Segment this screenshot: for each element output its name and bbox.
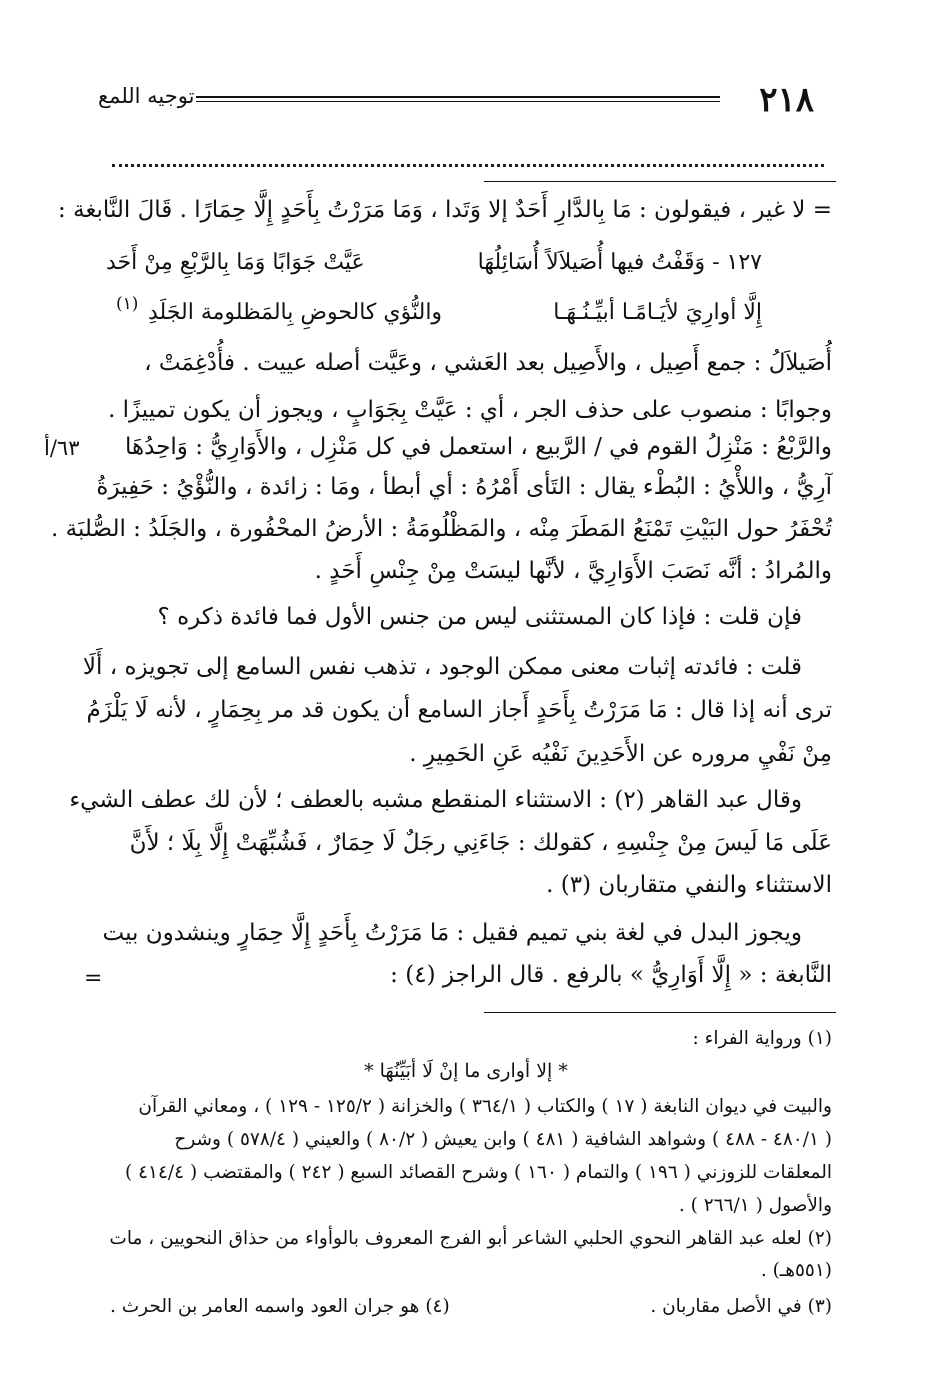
footnote-1-head: (١) ورواية الفراء : <box>692 1028 832 1049</box>
top-split-rule <box>484 181 836 182</box>
page-number: ٢١٨ <box>759 80 814 120</box>
paragraph-answer-line-3: مِنْ نَفْيِ مروره عن الأَحَدِينَ نَفْيُه عَنِ الحَمِيرِ . <box>409 741 832 767</box>
paragraph-badal-line-1: ويجوز البدل في لغة بني تميم فقيل : مَا مَرَرْتُ بِأَحَدٍ إِلَّا حِمَارٍ وينشدون بيت <box>102 920 802 946</box>
continuation-marker: = <box>84 966 103 991</box>
footnote-rule <box>484 1012 836 1013</box>
verse-1-second-hemistich: عَيَّتْ جَوَابًا وَمَا بِالرَّبْعِ مِنْ أَحَد <box>106 250 365 275</box>
footnote-1-line-4: والأصول ( ٢٦٦/١ ) . <box>678 1195 832 1216</box>
dotted-separator <box>112 154 824 167</box>
paragraph-qahir-line-3: الاستثناء والنفي متقاربان (٣) . <box>546 872 832 898</box>
verse-2-second-hemistich: والنُّؤي كالحوضِ بِالمَظلومة الجَلَدِ <box>148 300 443 325</box>
body-line-7: آرِيُّ ، واللأْيُ : البُطْء يقال : التَأى أَمْرُهُ : أي أبطأ ، ومَا : زائدة ، والنُّؤْيُ : حَفِيرَةُ <box>96 474 832 500</box>
verse-1-first-hemistich: ١٢٧ - وَقَفْتُ فيها أُصَيلاَلاً أُسَائِلُهَا <box>477 250 762 275</box>
body-line-5: وجوابًا : منصوب على حذف الجر ، أي : عَيَّتْ بِجَوَابٍ ، ويجوز أن يكون تمييزًا . <box>108 397 832 423</box>
footnote-4: (٤) هو جران العود واسمه العامر بن الحرث . <box>110 1296 450 1317</box>
paragraph-qahir-line-2: عَلَى مَا لَيسَ مِنْ جِنْسِهِ ، كقولك : جَاءَنِي رجَلٌ لَا حِمَارٌ ، فَشُبِّهَتْ إِلَّا بِلَا ؛ لأَنَّ <box>129 830 832 856</box>
paragraph-qahir-line-1: وقال عبد القاهر (٢) : الاستثناء المنقطع مشبه بالعطف ؛ لأن لك عطف الشيء <box>69 787 802 813</box>
body-line-6: والرَّبْعُ : مَنْزِلُ القوم في / الرَّبيع ، استعمل في كل مَنْزِل ، والأَوَارِيُّ : وَاحِدُهَا <box>124 434 832 460</box>
body-line-8: تُحْفَرُ حول البَيْتِ تَمْنَعُ المَطَرَ مِنْه ، والمَظْلُومَةُ : الأرضُ المحْفُورة ، والجَلَدُ : الصُّلبَة . <box>50 516 832 542</box>
footnote-1-line-1: والبيت في ديوان النابغة ( ١٧ ) والكتاب ( ٣٦٤/١ ) والخزانة ( ١٢٥/٢ - ١٢٩ ) ، ومعاني القرآن <box>138 1096 832 1117</box>
footnote-3: (٣) في الأصل مقاربان . <box>650 1296 832 1317</box>
paragraph-badal-line-2: النَّابغة : « إِلَّا أَوَارِيُّ » بالرفع . قال الراجز (٤) : <box>390 962 832 988</box>
running-title: توجيه اللمع <box>98 84 195 108</box>
footnote-1-verse: * إلا أوارى ما إنْ لَا أبَيِّنُهَا * <box>364 1060 568 1082</box>
footnote-ref-1: (١) <box>116 294 139 314</box>
paragraph-answer-line-2: ترى أنه إذا قال : مَا مَرَرْتُ بِأَحَدٍ أَجاز السامع أن يكون قد مر بِحِمَارٍ ، لأنه لَا يَلْزَمُ <box>86 697 832 723</box>
footnote-1-line-3: المعلقات للزوزني ( ١٩٦ ) والتمام ( ١٦٠ ) وشرح القصائد السبع ( ٢٤٢ ) والمقتضب ( ٤١٤/٤ ) <box>125 1162 832 1183</box>
header-rule <box>196 96 720 102</box>
paragraph-answer-line-1: قلت : فائدته إثبات معنى ممكن الوجود ، تذهب نفس السامع إلى تجويزه ، أَلَا <box>82 654 802 680</box>
footnote-2-line-2: (٥٥١هـ) . <box>760 1260 832 1281</box>
manuscript-folio-note: ٦٣/أ <box>44 436 80 460</box>
footnote-1-line-2: ( ٤٨٠/١ - ٤٨٨ ) وشواهد الشافية ( ٤٨١ ) وابن يعيش ( ٨٠/٢ ) والعيني ( ٥٧٨/٤ ) وشرح <box>174 1129 832 1150</box>
verse-2-first-hemistich: إِلَّا أوارِيَ لأيَـامًـا أبيِّـنُـهَـا <box>553 300 762 325</box>
body-line-9: والمُرادُ : أنَّه نَصَبَ الأَوَارِيَّ ، لأنَّها ليسَتْ مِنْ جِنْسِ أَحَدٍ . <box>314 558 832 584</box>
paragraph-question: فإن قلت : فإذا كان المستثنى ليس من جنس الأول فما فائدة ذكره ؟ <box>157 604 802 630</box>
body-line-4: أُصَيلاَلُ : جمع أَصِيل ، والأَصِيل بعد العَشي ، وعَيَّت أصله عييت . فأُدْغِمَتْ ، <box>144 350 832 376</box>
body-line-1: = لا غير ، فيقولون : مَا بِالدَّارِ أَحَدٌ إلا وَتَدا ، وَمَا مَرَرْتُ بِأَحَدٍ إِلَّا حِمَارًا . قَالَ النَّابغة : <box>58 197 832 223</box>
footnote-2-line-1: (٢) لعله عبد القاهر النحوي الحلبي الشاعر أبو الفرج المعروف بالوأواء من حذاق النحويين ، مات <box>109 1228 832 1249</box>
